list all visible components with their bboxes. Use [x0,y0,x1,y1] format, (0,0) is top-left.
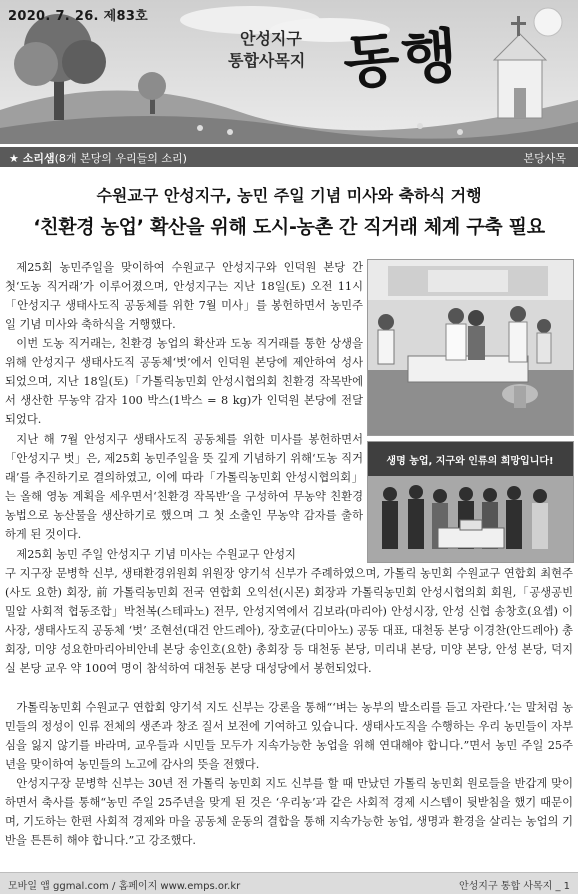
page-number: 안성지구 통합 사목지 _ 1 [458,881,570,892]
photo-banner-text: 생명 농업, 지구와 인류의 희망입니다! [386,456,554,467]
article-paragraph-3: 지난 해 7월 안성지구 생태사도직 공동체를 위한 미사를 봉헌하면서「안성지구 벗」은, 제25회 농민주일을 뜻 깊게 기념하기 위해‘도농 직거래’를 추진하기로 결의하였고, 이에 따라「가톨릭농민회 안성시협의회」는 올해 영농 계획을 세우면서‘친환경 작목반’을 구성하여 무농약 친환경 농법으로 농산물을 생산하기로 했으며 그 첫 소출인 무농약 감자를 출하하게 된 것이다. [5,433,363,542]
org-name [228,28,305,72]
section-title: ★ 소리샘 [9,152,55,165]
article-subtitle: 수원교구 안성지구, 농민 주일 기념 미사와 축하식 거행 [96,186,482,205]
article-paragraph-6: 안성지구장 문병학 신부는 30년 전 가톨릭 농민회 지도 신부를 할 때 만났던 가톨릭 농민회 원로들을 반갑게 맞이하면서 축사를 통해“농민 주일 25주년을 맞게 된 것은 ‘우리농’과 같은 사회적 경제 시스템이 뒷받침을 했기 때문이며, 기도하는 한편 사회적 경제와 마을 공동체 운동의 결합을 통해 지속가능한 농업, 생명과 환경을 살리는 농업의 기반을 튼튼히 해야 합니다.”고 강조했다. [5,777,573,848]
section-bar [0,147,578,167]
article-paragraph-4-start: 제25회 농민 주일 안성지구 기념 미사는 수원교구 안성지 [16,548,296,561]
article-paragraph-5: 가톨릭농민회 수원교구 연합회 양기석 지도 신부는 강론을 통해“‘벼는 농부의 발소리를 듣고 자란다.’는 말처럼 농민들의 정성이 인류 전체의 생존과 창조 질서 보전에 기여하고 있습니다. 생태사도직을 수행하는 우리 농민들이 자부심을 잃지 않기를 바라며, 교우들과 시민들 모두가 지속가능한 농업을 위해 연대해야 합니다.”면서 농민 주일 25주년을 맞이하여 농민들의 노고에 감사의 뜻을 전했다. [5,701,573,772]
photo-mass [367,259,574,436]
article-paragraph-2: 이번 도농 직거래는, 친환경 농업의 확산과 도농 직거래를 통한 상생을 위해 안성지구 생태사도직 공동체‘벗’에서 인덕원 본당에 제안하여 성사되었으며, 지난 18일(토)「가톨릭농민회 안성시협의회 친환경 작목반에서 생산한 무농약 감자 100 박스(1박스 = 8 kg)가 인덕원 본당에 전달되었다. [5,337,363,427]
photo-celebration [367,441,574,563]
footer-contact: 모바일 앱 ggmal.com / 홈페이지 www.emps.or.kr [8,881,241,892]
section-label [9,150,187,166]
issue-label: 2020. 7. 26. 제83호 [8,9,149,24]
section-category: 본당사목 [523,152,566,165]
article-paragraph-4-cont: 구 지구장 문병학 신부, 생태환경위원회 위원장 양기석 신부가 주례하였으며, 가톨릭 농민회 수원교구 연합회 최현주(사도 요한) 회장, 前 가톨릭농민회 전국 연합회 오익선(시몬) 회장과 가톨릭농민회 안성시협의회 회원,「공생공빈 밀알 사회적 협동조합」박천복(스테파노) 전무, 안성지역에서 김보라(마리아) 안성시장, 안성 신협 송창호(요셉) 이사장, 생태사도직 공동체 ‘벗’ 조현선(대건 안드레아), 장호균(다미아노) 공동 대표, 대천동 본당 이경찬(안드레아) 총회장, 미양 성요한마리아비안네 본당 송인호(요한) 총회장 등 대천동 본당, 미리내 본당, 미양 본당, 안성 본당, 덕지실 본당 교우 약 100여 명이 참석하여 대천동 본당 대성당에서 봉헌되었다. [5,567,573,676]
section-subtitle: (8개 본당의 우리들의 소리) [54,152,187,165]
footer [0,872,578,894]
article-title: ‘친환경 농업’ 확산을 위해 도시-농촌 간 직거래 체계 구축 필요 [33,216,545,238]
masthead [0,0,578,144]
org-name-line2: 통합사목지 [228,51,306,70]
org-name-line1: 안성지구 [240,29,302,48]
article-paragraph-1: 제25회 농민주일을 맞이하여 수원교구 안성지구와 인덕원 본당 간 첫‘도농 직거래’가 이루어졌으며, 안성지구는 지난 18일(토) 오전 11시「안성지구 생태사도직 공동체를 위한 7월 미사」를 봉헌하면서 농민주일 기념 미사와 축하식을 거행했다. [5,261,363,332]
newsletter-name: 동행 [341,21,462,97]
